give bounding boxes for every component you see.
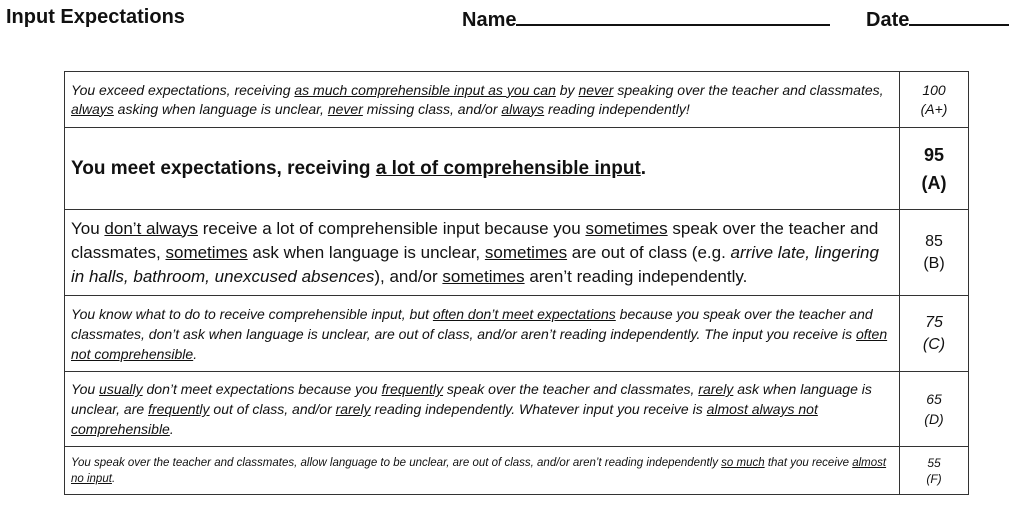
worksheet-title: Input Expectations <box>6 6 185 28</box>
emphasis-underlined: usually <box>99 381 143 397</box>
rubric-description: You exceed expectations, receiving as much comprehensible input as you can by never speaking over the teacher and classmates, always asking when language is unclear, never missing class, and/or always reading independently! <box>65 72 900 128</box>
rubric-row <box>65 210 969 296</box>
emphasis-underlined: so much <box>721 456 765 469</box>
date-blank-line <box>909 6 1009 26</box>
rubric-description: You know what to do to receive comprehensible input, but often don’t meet expectations because you speak over the teacher and classmates, don’t ask when language is unclear, are out of class, and/or aren’t reading independently. The input you receive is often not comprehensible. <box>65 296 900 372</box>
emphasis-underlined: often don’t meet expectations <box>432 305 616 322</box>
rubric-grade: (D) <box>924 411 944 427</box>
emphasis-underlined: sometimes <box>442 266 525 286</box>
rubric-grade: (F) <box>926 471 942 486</box>
rubric-row <box>65 128 969 210</box>
emphasis-underlined: always <box>71 100 114 117</box>
emphasis-underlined: almost no input <box>71 456 887 485</box>
emphasis-underlined: sometimes <box>165 242 248 262</box>
rubric-points: 55 <box>927 455 941 470</box>
emphasis-underlined: never <box>327 100 363 117</box>
emphasis-underlined: never <box>578 81 614 98</box>
rubric-score <box>900 210 969 296</box>
rubric-score <box>900 72 969 128</box>
emphasis-underlined: often not comprehensible <box>71 325 888 362</box>
rubric-grade: (C) <box>922 335 946 353</box>
emphasis-underlined: rarely <box>698 381 734 397</box>
rubric-row <box>65 372 969 447</box>
rubric-row <box>65 447 969 495</box>
emphasis-underlined: as much comprehensible input as you can <box>294 81 556 98</box>
emphasis-underlined: sometimes <box>585 218 668 238</box>
rubric-grade: (A+) <box>920 100 948 117</box>
rubric-points: 95 <box>923 144 945 165</box>
emphasis-underlined: frequently <box>381 381 444 397</box>
name-blank-line <box>516 6 830 26</box>
emphasis-underlined: sometimes <box>484 242 568 262</box>
rubric-points: 75 <box>925 313 943 331</box>
rubric-score <box>900 372 969 447</box>
rubric-row <box>65 296 969 372</box>
rubric-points: 65 <box>926 391 942 407</box>
rubric-score <box>900 128 969 210</box>
emphasis-underlined: always <box>501 100 545 117</box>
emphasis-underlined: don’t always <box>104 218 198 238</box>
rubric-points: 85 <box>925 232 943 250</box>
rubric-grade: (A) <box>921 172 947 193</box>
name-label: Name <box>462 9 517 31</box>
date-field <box>866 6 1009 32</box>
rubric-description: You meet expectations, receiving a lot of comprehensible input. <box>65 128 900 210</box>
rubric-table <box>64 71 969 495</box>
rubric-score <box>900 296 969 372</box>
date-label: Date <box>866 9 910 31</box>
rubric-description: You usually don’t meet expectations because you frequently speak over the teacher and classmates, rarely ask when language is unclear, are frequently out of class, and/or rarely reading independently. Whatever input you receive is almost always not comprehensible. <box>65 372 900 447</box>
emphasis-underlined: a lot of comprehensible input <box>375 157 641 179</box>
emphasis-italic: arrive late, lingering in halls, bathroom, unexcused absences <box>71 242 879 286</box>
rubric-grade: (B) <box>923 254 945 272</box>
emphasis-underlined: almost always not comprehensible <box>71 401 818 437</box>
rubric-row <box>65 72 969 128</box>
worksheet-header <box>0 6 1023 32</box>
rubric-points: 100 <box>922 81 946 98</box>
rubric-score <box>900 447 969 495</box>
name-field <box>462 6 830 32</box>
rubric-description: You don’t always receive a lot of comprehensible input because you sometimes speak over the teacher and classmates, sometimes ask when language is unclear, sometimes are out of class (e.g. arrive late, lingering in halls, bathroom, unexcused absences), and/or sometimes aren’t reading independently. <box>65 210 900 296</box>
emphasis-underlined: rarely <box>335 401 371 417</box>
rubric-description: You speak over the teacher and classmates, allow language to be unclear, are out of class, and/or aren’t reading independently so much that you receive almost no input. <box>65 447 900 495</box>
emphasis-underlined: frequently <box>148 401 210 417</box>
